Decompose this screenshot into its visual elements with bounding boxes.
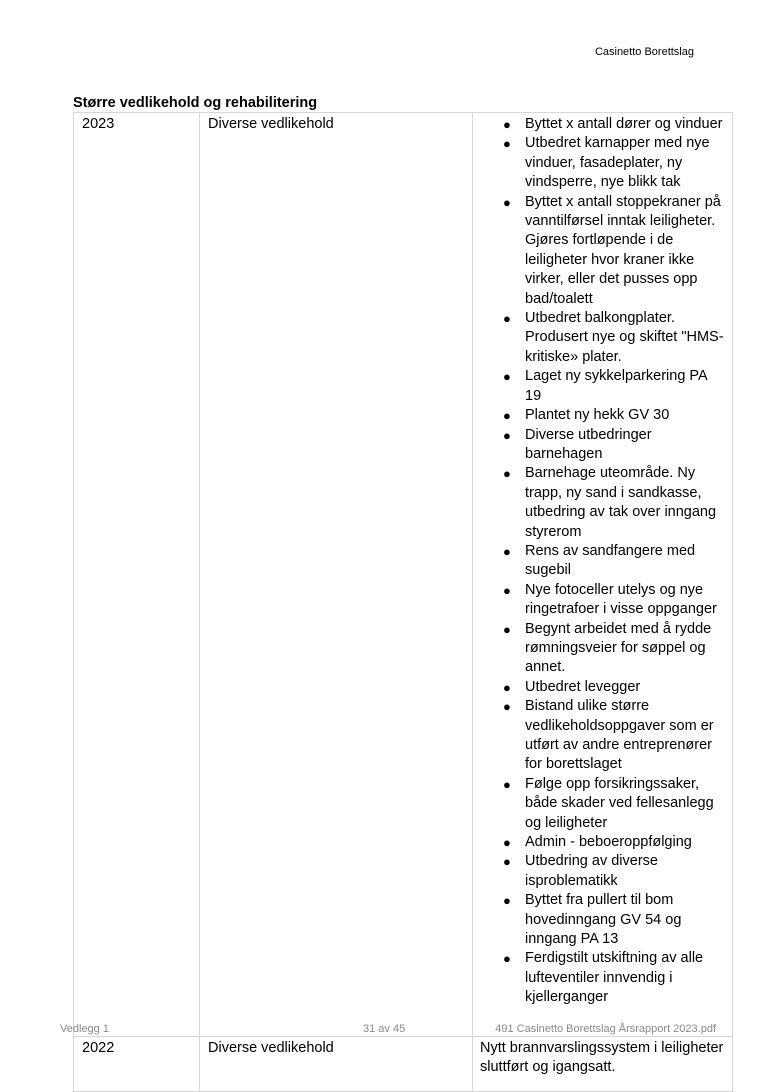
bullet-icon: ● bbox=[503, 699, 511, 715]
description-cell: Nytt brannvarslingssystem i leiligheter sluttført og igangsatt. bbox=[473, 1036, 733, 1091]
list-item bbox=[480, 581, 726, 620]
list-item-text: Bistand ulike større vedlikeholdsoppgaver som er utført av andre entreprenører for borettslaget bbox=[525, 698, 714, 773]
list-item bbox=[480, 115, 726, 134]
list-item bbox=[480, 426, 726, 465]
bullet-icon: ● bbox=[503, 835, 511, 851]
list-item-text: Rens av sandfangere med sugebil bbox=[525, 542, 696, 579]
list-item bbox=[480, 697, 726, 775]
footer-page-number: 31 av 45 bbox=[363, 1023, 406, 1035]
table-row bbox=[74, 113, 733, 1037]
bullet-icon: ● bbox=[503, 679, 511, 695]
list-item bbox=[480, 775, 726, 833]
list-item bbox=[480, 464, 726, 542]
list-item bbox=[480, 949, 726, 1007]
footer-filename: 491 Casinetto Borettslag Årsrapport 2023.pdf bbox=[495, 1023, 716, 1035]
list-item-text: Følge opp forsikringssaker, både skader ved fellesanlegg og leiligheter bbox=[525, 775, 714, 831]
list-item bbox=[480, 678, 726, 697]
list-item bbox=[480, 406, 726, 425]
list-item bbox=[480, 193, 726, 309]
list-item-text: Plantet ny hekk GV 30 bbox=[525, 407, 670, 424]
bullet-icon: ● bbox=[503, 369, 511, 385]
bullet-icon: ● bbox=[503, 582, 511, 598]
bullet-icon: ● bbox=[503, 136, 511, 152]
bullet-icon: ● bbox=[503, 893, 511, 909]
description-cell bbox=[473, 113, 733, 1037]
bullet-icon: ● bbox=[503, 854, 511, 870]
bullet-icon: ● bbox=[503, 621, 511, 637]
list-item bbox=[480, 620, 726, 678]
list-item-text: Utbedring av diverse isproblematikk bbox=[525, 853, 658, 889]
list-item bbox=[480, 891, 726, 949]
list-item-text: Laget ny sykkelparkering PA 19 bbox=[525, 368, 707, 404]
list-item bbox=[480, 542, 726, 581]
year-cell: 2023 bbox=[74, 113, 200, 1037]
list-item-text: Nye fotoceller utelys og nye ringetrafoer i visse oppganger bbox=[525, 581, 717, 618]
list-item bbox=[480, 852, 726, 891]
bullet-icon: ● bbox=[503, 466, 511, 482]
footer-attachment-label: Vedlegg 1 bbox=[60, 1023, 109, 1035]
list-item-text: Begynt arbeidet med å rydde rømningsveier for søppel og annet. bbox=[525, 620, 712, 676]
work-items-list bbox=[480, 115, 726, 1036]
table-row bbox=[74, 1036, 733, 1091]
header-org-name: Casinetto Borettslag bbox=[594, 46, 694, 58]
bullet-icon: ● bbox=[503, 951, 511, 967]
bullet-icon: ● bbox=[503, 543, 511, 559]
list-item bbox=[480, 367, 726, 406]
maintenance-table bbox=[73, 112, 733, 1092]
list-item-text: Barnehage uteområde. Ny trapp, ny sand i sandkasse, utbedring av tak over inngang styrerom bbox=[525, 465, 717, 540]
bullet-icon: ● bbox=[503, 408, 511, 424]
category-cell: Diverse vedlikehold bbox=[200, 1036, 473, 1091]
year-cell: 2022 bbox=[74, 1036, 200, 1091]
list-item-text: Byttet x antall stoppekraner på vanntilførsel inntak leiligheter. Gjøres fortløpende i de leiligheter hvor kraner ikke virker, eller det pusses opp bad/toalett bbox=[525, 193, 721, 307]
bullet-icon: ● bbox=[503, 776, 511, 792]
list-item-text: Diverse utbedringer barnehagen bbox=[525, 426, 652, 462]
category-cell: Diverse vedlikehold bbox=[200, 113, 473, 1037]
list-item bbox=[480, 134, 726, 192]
bullet-icon: ● bbox=[503, 117, 511, 132]
list-item-text: Utbedret balkongplater. Produsert nye og skiftet "HMS-kritiske» plater. bbox=[525, 310, 724, 365]
list-item-text: Byttet x antall dører og vinduer bbox=[525, 116, 723, 132]
list-item-text: Byttet fra pullert til bom hovedinngang GV 54 og inngang PA 13 bbox=[525, 892, 682, 948]
list-item-text: Admin - beboeroppfølging bbox=[525, 834, 692, 851]
list-item-text: Ferdigstilt utskiftning av alle lufteventiler innvendig i kjellerganger bbox=[525, 950, 704, 1006]
list-item bbox=[480, 309, 726, 367]
bullet-icon: ● bbox=[503, 194, 511, 210]
list-item-text: Utbedret levegger bbox=[525, 678, 641, 695]
bullet-icon: ● bbox=[503, 427, 511, 443]
section-title: Større vedlikehold og rehabilitering bbox=[73, 95, 318, 111]
list-item-text: Utbedret karnapper med nye vinduer, fasadeplater, ny vindsperre, nye blikk tak bbox=[525, 135, 710, 191]
bullet-icon: ● bbox=[503, 311, 511, 327]
list-item bbox=[480, 833, 726, 852]
